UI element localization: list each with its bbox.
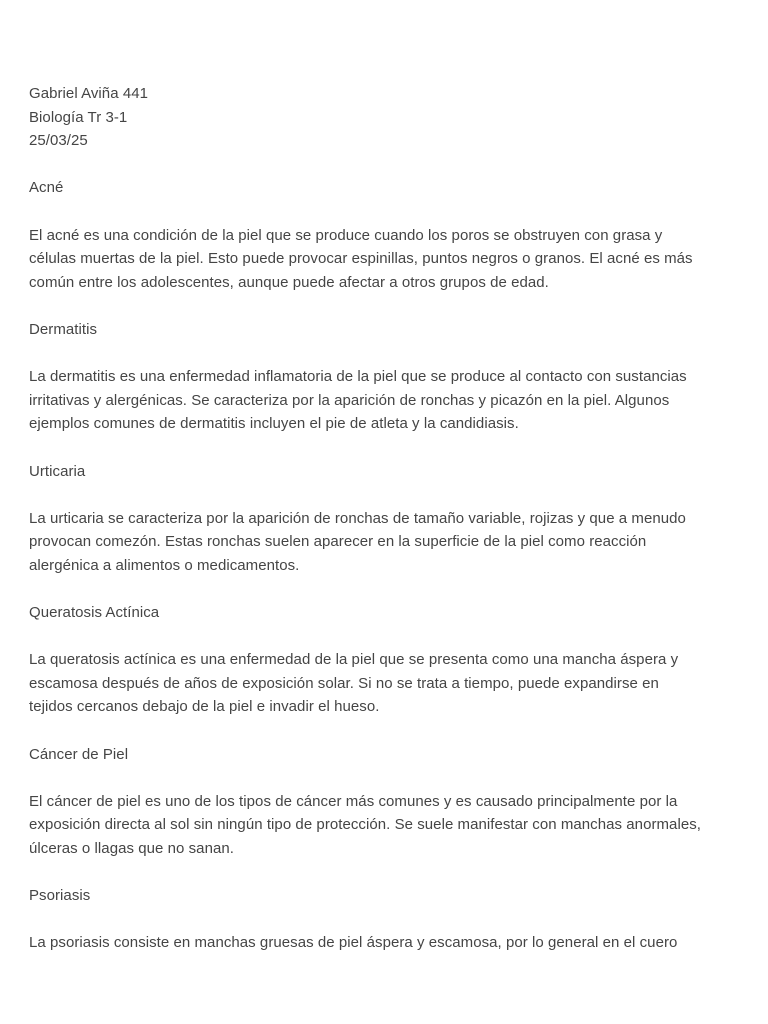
section-body-cancer: El cáncer de piel es uno de los tipos de cáncer más comunes y es causado principalmente por la exposición directa al sol sin ningún tipo de protección. Se suele manifestar con manchas anormales, úlceras o llagas que no sanan. xyxy=(29,792,701,857)
document-date: 25/03/25 xyxy=(29,132,88,150)
section-body-queratosis: La queratosis actínica es una enfermedad de la piel que se presenta como una mancha áspera y escamosa después de años de exposición solar. Si no se trata a tiempo, puede expandirse en tejidos cercanos debajo de la piel e invadir el hueso. xyxy=(29,651,679,716)
author-name: Gabriel Aviña 441 xyxy=(29,85,148,102)
spacer xyxy=(29,766,749,790)
section-body-acne: El acné es una condición de la piel que se produce cuando los poros se obstruyen con grasa y células muertas de la piel. Esto puede provocar espinillas, puntos negros o granos. El acné es más común entre los adolescentes, aunque puede afectar a otros grupos de edad. xyxy=(29,226,693,291)
spacer xyxy=(29,483,749,507)
section-heading-urticaria: Urticaria xyxy=(29,462,86,480)
section-heading-psoriasis: Psoriasis xyxy=(29,887,91,905)
section-heading-cancer: Cáncer de Piel xyxy=(29,745,129,763)
document-body xyxy=(29,82,749,955)
spacer xyxy=(29,436,749,460)
spacer xyxy=(29,342,749,366)
spacer xyxy=(29,861,749,885)
section-heading-acne: Acné xyxy=(29,179,64,197)
section-body-dermatitis: La dermatitis es una enfermedad inflamatoria de la piel que se produce al contacto con sustancias irritativas y alergénicas. Se caracteriza por la aparición de ronchas y picazón en la piel. Algunos ejemplos comunes de dermatitis incluyen el pie de atleta y la candidiasis. xyxy=(29,368,687,433)
spacer xyxy=(29,719,749,743)
spacer xyxy=(29,908,749,932)
section-body-urticaria: La urticaria se caracteriza por la aparición de ronchas de tamaño variable, rojizas y que a menudo provocan comezón. Estas ronchas suelen aparecer en la superficie de la piel como reacción alergénica a alimentos o medicamentos. xyxy=(29,509,686,574)
section-heading-dermatitis: Dermatitis xyxy=(29,320,98,338)
spacer xyxy=(29,294,749,318)
spacer xyxy=(29,577,749,601)
spacer xyxy=(29,200,749,224)
section-heading-queratosis: Queratosis Actínica xyxy=(29,604,160,622)
section-body-psoriasis: La psoriasis consiste en manchas gruesas de piel áspera y escamosa, por lo general en el cuero xyxy=(29,934,678,952)
course-name: Biología Tr 3-1 xyxy=(29,108,128,126)
spacer xyxy=(29,625,749,649)
spacer xyxy=(29,153,749,177)
